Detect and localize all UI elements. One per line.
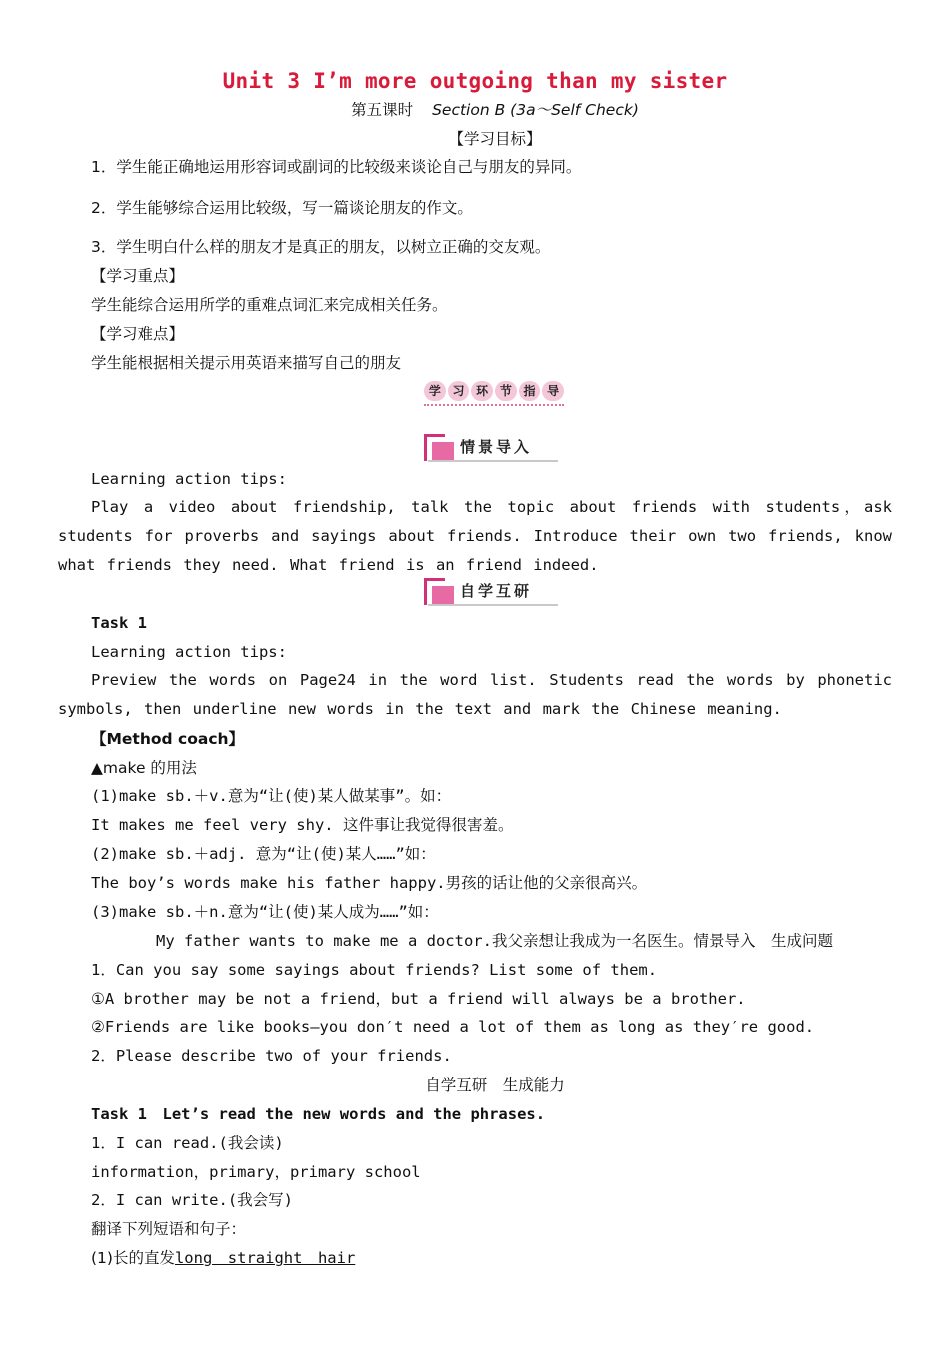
make-rule-1: (1)make sb.＋v.意为“让(使)某人做某事”。如： — [91, 787, 452, 805]
task-1-title: Task 1 Let’s read the new words and the phrases. — [91, 1105, 546, 1123]
guide-char: 环 — [471, 381, 493, 401]
objective-item: 2．学生能够综合运用比较级，写一篇谈论朋友的作文。 — [91, 199, 473, 217]
key-text: 学生能综合运用所学的重难点词汇来完成相关任务。 — [91, 296, 448, 314]
make-example-2: The boy’s words make his father happy.男孩的话让他的父亲很高兴。 — [91, 874, 648, 892]
objective-item: 1．学生能正确地运用形容词或副词的比较级来谈论自己与朋友的异同。 — [91, 158, 582, 176]
guide-char: 习 — [448, 381, 470, 401]
study-guide-banner — [424, 381, 564, 407]
phrase-answer: long straight hair — [174, 1249, 356, 1267]
intro-tips-text: Play a video about friendship, talk the topic about friends with students，ask students for proverbs and sayings about friends. Introduce their own two friends, know what friends they need. What friend is an friend indeed. — [58, 498, 892, 574]
objective-item: 3．学生明白什么样的朋友才是真正的朋友，以树立正确的交友观。 — [91, 238, 551, 256]
banner-label: 自学互研 — [460, 582, 533, 600]
make-heading: ▲make 的用法 — [91, 759, 197, 777]
question-1: 1．Can you say some sayings about friends? List some of them. — [91, 961, 658, 979]
task-tips-text: Preview the words on Page24 in the word list. Students read the words by phonetic symbols, then underline new words in the text and mark the Chinese meaning. — [58, 671, 892, 718]
make-example-1: It makes me feel very shy. 这件事让我觉得很害羞。 — [91, 816, 514, 834]
banner-label: 情景导入 — [460, 438, 533, 456]
tips-label: Learning action tips: — [91, 643, 287, 661]
phrase-chinese: (1)长的直发 — [91, 1249, 175, 1267]
translate-label: 翻译下列短语和句子： — [91, 1220, 247, 1238]
banner-frame-icon — [424, 434, 445, 461]
guide-underline — [424, 404, 564, 406]
guide-char: 节 — [495, 381, 517, 401]
question-2: 2．Please describe two of your friends. — [91, 1047, 452, 1065]
sub-heading: 自学互研 生成能力 — [425, 1076, 565, 1094]
lesson-range: (3a～Self Check) — [510, 101, 639, 119]
make-rule-3: (3)make sb.＋n.意为“让(使)某人成为……”如： — [91, 903, 439, 921]
section-banner-self-study — [424, 576, 558, 606]
guide-char: 指 — [519, 381, 541, 401]
page-title: Unit 3 I’m more outgoing than my sister — [222, 69, 728, 93]
banner-frame-icon — [424, 578, 445, 605]
key-heading: 【学习重点】 — [91, 267, 185, 285]
lesson-subtitle — [0, 100, 950, 120]
guide-char: 学 — [424, 381, 446, 401]
write-label: 2．I can write.(我会写) — [91, 1191, 293, 1209]
lesson-number: 第五课时 — [351, 101, 414, 119]
task-label: Task 1 — [91, 614, 147, 632]
saying-1: ①A brother may be not a friend，but a friend will always be a brother. — [91, 990, 746, 1008]
make-example-3: My father wants to make me a doctor.我父亲想让我成为一名医生。情景导入 生成问题 — [156, 932, 833, 950]
objectives-heading: 【学习目标】 — [448, 130, 542, 148]
read-words: information，primary，primary school — [91, 1163, 421, 1181]
difficult-text: 学生能根据相关提示用英语来描写自己的朋友 — [91, 354, 402, 372]
make-rule-2: (2)make sb.＋adj. 意为“让(使)某人……”如： — [91, 845, 436, 863]
guide-char: 导 — [542, 381, 564, 401]
read-label: 1．I can read.(我会读) — [91, 1134, 284, 1152]
saying-2: ②Friends are like books—you don′t need a lot of them as long as they′re good. — [91, 1018, 815, 1036]
tips-label: Learning action tips: — [91, 470, 287, 488]
method-heading: 【Method coach】 — [91, 730, 245, 748]
difficult-heading: 【学习难点】 — [91, 325, 185, 343]
lesson-section: Section B — [432, 101, 506, 119]
section-banner-intro — [424, 432, 558, 462]
phrase-item-1 — [91, 1248, 355, 1268]
